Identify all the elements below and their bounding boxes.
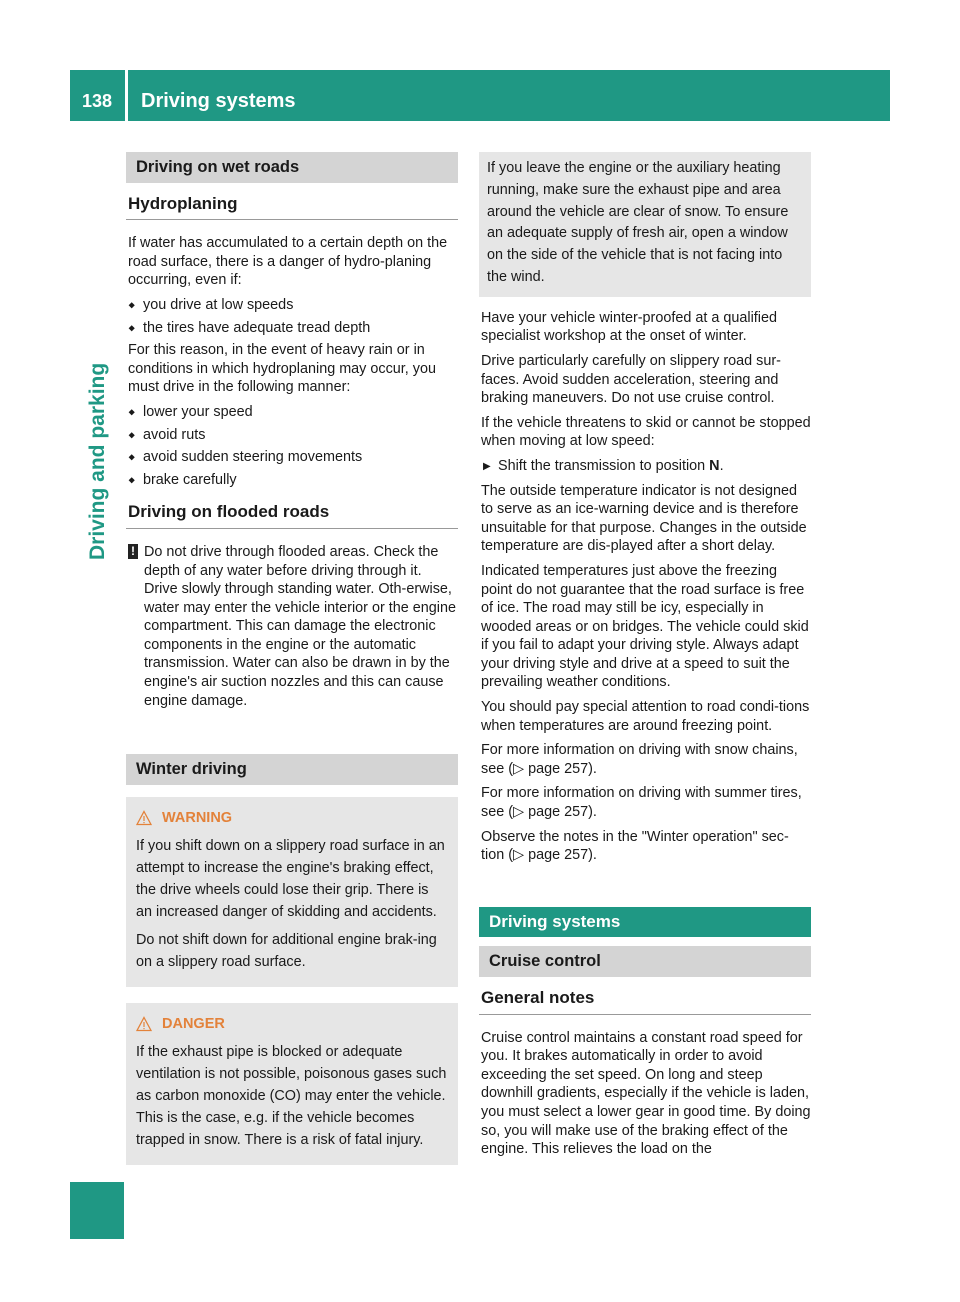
page-ref-link[interactable]: ▷ <box>513 804 525 821</box>
warning-box <box>126 797 458 987</box>
notice-text: Do not drive through flooded areas. Check the depth of any water before driving through it. Drive slowly through standing water. Oth-erwise, water may enter the vehicle interior or the engine compartment. This can damage the electronic components in the engine or the automatic transmission. Water can also be drawn in by the engine's air suction nozzles and this can cause engine damage. <box>144 543 456 709</box>
list-item: ■ avoid sudden steering movements <box>126 448 458 467</box>
hydroplaning-heading: Hydroplaning <box>126 191 458 221</box>
warning-triangle-icon <box>136 810 152 826</box>
page-ref-link[interactable]: ▷ <box>513 847 525 864</box>
danger-box <box>126 1003 458 1165</box>
instruction-step: ▶ Shift the transmission to position N. <box>481 457 811 476</box>
header-title: Driving systems <box>141 90 296 112</box>
warning-triangle-icon <box>136 1016 152 1032</box>
list-item: ■ avoid ruts <box>126 426 458 445</box>
left-column <box>126 152 458 1177</box>
general-notes-heading: General notes <box>479 985 811 1015</box>
paragraph: Have your vehicle winter-proofed at a qualified specialist workshop at the onset of winter. <box>481 309 777 345</box>
side-tab-marker <box>70 1182 124 1239</box>
driving-systems-heading: Driving systems <box>479 907 811 938</box>
list-item: ■ brake carefully <box>126 471 458 490</box>
flooded-roads-notice <box>128 543 458 710</box>
header-divider <box>125 70 128 121</box>
exclamation-icon: ! <box>128 544 138 559</box>
page-number: 138 <box>81 91 113 111</box>
hydroplaning-intro: If water has accumulated to a certain depth on the road surface, there is a danger of hydro-planing occurring, even if: <box>128 235 448 289</box>
list-item: ■ the tires have adequate tread depth <box>126 319 458 338</box>
flooded-roads-heading: Driving on flooded roads <box>126 499 458 529</box>
page-ref-link[interactable]: ▷ <box>513 760 525 777</box>
snow-chains-reference: For more information on driving with snow chains, see (▷ page 257). <box>481 742 798 777</box>
warning-text: If you shift down on a slippery road surface in an attempt to increase the engine's braking effect, the drive wheels could lose their grip. There is an increased danger of skidding and accidents. <box>136 837 445 920</box>
winter-driving-heading: Winter driving <box>126 754 458 785</box>
danger-label: DANGER <box>162 1015 225 1032</box>
hydroplaning-conditions-list <box>126 296 458 337</box>
hydroplaning-advice: For this reason, in the event of heavy rain or in conditions in which hydroplaning may occur, you must drive in the following manner: <box>128 342 436 396</box>
exhaust-note-box: If you leave the engine or the auxiliary heating running, make sure the exhaust pipe and area around the vehicle are clear of snow. To ensure an adequate supply of fresh air, open a window on the side of the vehicle that is not facing into the wind. <box>479 152 811 297</box>
wet-roads-heading: Driving on wet roads <box>126 152 458 183</box>
danger-title <box>136 1013 448 1035</box>
warning-label: WARNING <box>162 809 233 826</box>
gear-position: N <box>709 457 720 474</box>
cruise-control-heading: Cruise control <box>479 946 811 977</box>
list-item: ■ lower your speed <box>126 403 458 422</box>
summer-tires-reference: For more information on driving with summer tires, see (▷ page 257). <box>481 785 802 821</box>
list-item: ■ you drive at low speeds <box>126 296 458 315</box>
paragraph: Cruise control maintains a constant road speed for you. It brakes automatically in order to avoid exceeding the set speed. On long and steep downhill gradients, especially if the vehicle is laden, you must select a lower gear in good time. By doing so, you will make use of the braking effect of the engine. This relieves the load on the <box>481 1029 811 1158</box>
paragraph: You should pay special attention to road condi-tions when temperatures are around freezing point. <box>481 699 810 734</box>
danger-text: If the exhaust pipe is blocked or adequate ventilation is not possible, poisonous gases such as carbon monoxide (CO) may enter the vehicle. This is the case, e.g. if the vehicle becomes trapped in snow. There is a risk of fatal injury. <box>136 1043 447 1148</box>
side-tab-label: Driving and parking <box>86 362 109 560</box>
driving-manner-list <box>126 403 458 489</box>
winter-operation-reference: Observe the notes in the "Winter operation" sec-tion (▷ page 257). <box>481 828 789 864</box>
paragraph: Indicated temperatures just above the freezing point do not guarantee that the road surface is free of ice. The road may still be icy, especially in wooded areas or on bridges. The vehicle could skid if you fail to adapt your driving style. Always adapt your driving style and drive at a speed to suit the prevailing weather conditions. <box>481 562 809 691</box>
right-column <box>479 152 811 1165</box>
warning-title <box>136 807 448 829</box>
paragraph: Drive particularly carefully on slippery road sur-faces. Avoid sudden acceleration, steering and braking maneuvers. Do not use cruise control. <box>481 352 781 407</box>
paragraph: If the vehicle threatens to skid or cannot be stopped when moving at low speed: <box>481 414 811 450</box>
warning-text: Do not shift down for additional engine brak-ing on a slippery road surface. <box>136 931 437 970</box>
paragraph: The outside temperature indicator is not designed to serve as an ice-warning device and is therefore unsuitable for that purpose. Changes in the outside temperature are dis-played after a short delay. <box>481 482 807 555</box>
